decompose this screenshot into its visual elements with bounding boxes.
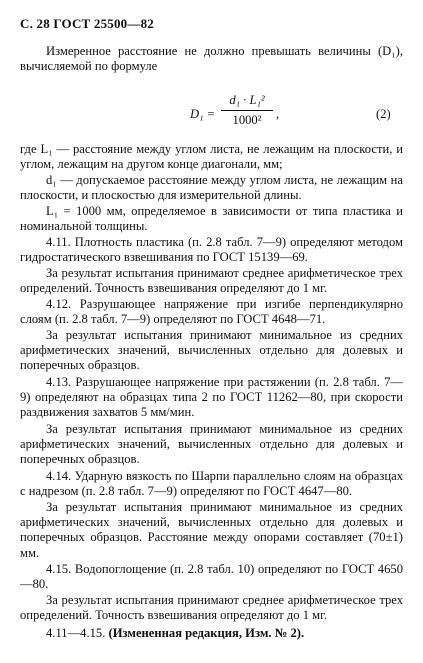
amendment-text: (Измененная редакция, Изм. № 2). — [108, 626, 305, 640]
paragraph-4-15: 4.15. Водопоглощение (п. 2.8 табл. 10) определяют по ГОСТ 4650—80. — [20, 562, 403, 592]
paragraph-L1-value: L₁ = 1000 мм, определяемое в зависимости от типа пластика и номинальной толщины. — [20, 204, 403, 234]
formula-denominator: 1000² — [232, 113, 262, 127]
formula-2 — [0, 93, 423, 137]
equation-number: (2) — [376, 107, 391, 121]
paragraph-4-12: 4.12. Разрушающее напряжение при изгибе перпендикулярно слоям (п. 2.8 табл. 7—9) определяют по ГОСТ 4648—71. — [20, 297, 403, 327]
paragraph-4-13: 4.13. Разрушающее напряжение при растяжении (п. 2.8 табл. 7—9) определяют на образцах типа 2 по ГОСТ 11262—80, при скорости раздвижения захватов 5 мм/мин. — [20, 375, 403, 420]
fraction-bar — [221, 110, 273, 111]
page-header: С. 28 ГОСТ 25500—82 — [20, 16, 154, 31]
amendment-ref: 4.11—4.15. — [46, 626, 106, 640]
paragraph-4-14: 4.14. Ударную вязкость по Шарпи параллельно слоям на образцах с надрезом (п. 2.8 табл. 7—9) определяют по ГОСТ 4647—80. — [20, 469, 403, 499]
amendment-note — [20, 626, 403, 641]
paragraph-d1: d₁ — допускаемое расстояние между углом листа, не лежащим на плоскости, и плоскостью для измерительной длины. — [20, 173, 403, 203]
paragraph-4-11-result: За результат испытания принимают среднее арифметическое трех определений. Точность взвешивания определяют до 1 мг. — [20, 266, 403, 296]
formula-fraction — [221, 93, 273, 128]
formula-lhs: D₁ = — [190, 107, 216, 121]
paragraph-4-15-result: За результат испытания принимают среднее арифметическое трех определений. Точность взвешивания определяют до 1 мг. — [20, 593, 403, 623]
paragraph-where-L1: где L₁ — расстояние между углом листа, не лежащим на плоскости, и углом, лежащим на другом конце диагонали, мм; — [20, 142, 403, 172]
paragraph-4-11: 4.11. Плотность пластика (п. 2.8 табл. 7—9) определяют методом гидростатического взвешивания по ГОСТ 15139—69. — [20, 235, 403, 265]
intro-paragraph: Измеренное расстояние не должно превышать величины (D₁), вычисляемой по формуле — [20, 44, 403, 74]
paragraph-4-13-result: За результат испытания принимают минимальное из средних арифметических значений, вычисленных отдельно для долевых и поперечных образцов. — [20, 422, 403, 467]
formula-comma: , — [276, 107, 280, 121]
formula-numerator: d₁ · L₁² — [229, 93, 265, 107]
paragraph-4-12-result: За результат испытания принимают минимальное из средних арифметических значений, вычисленных отдельно для долевых и поперечных образцов. — [20, 328, 403, 373]
paragraph-4-14-result: За результат испытания принимают минимальное из средних арифметических значений, вычисленных отдельно для долевых и поперечных образцов. Расстояние между опорами составляет (70±1) мм. — [20, 500, 403, 560]
